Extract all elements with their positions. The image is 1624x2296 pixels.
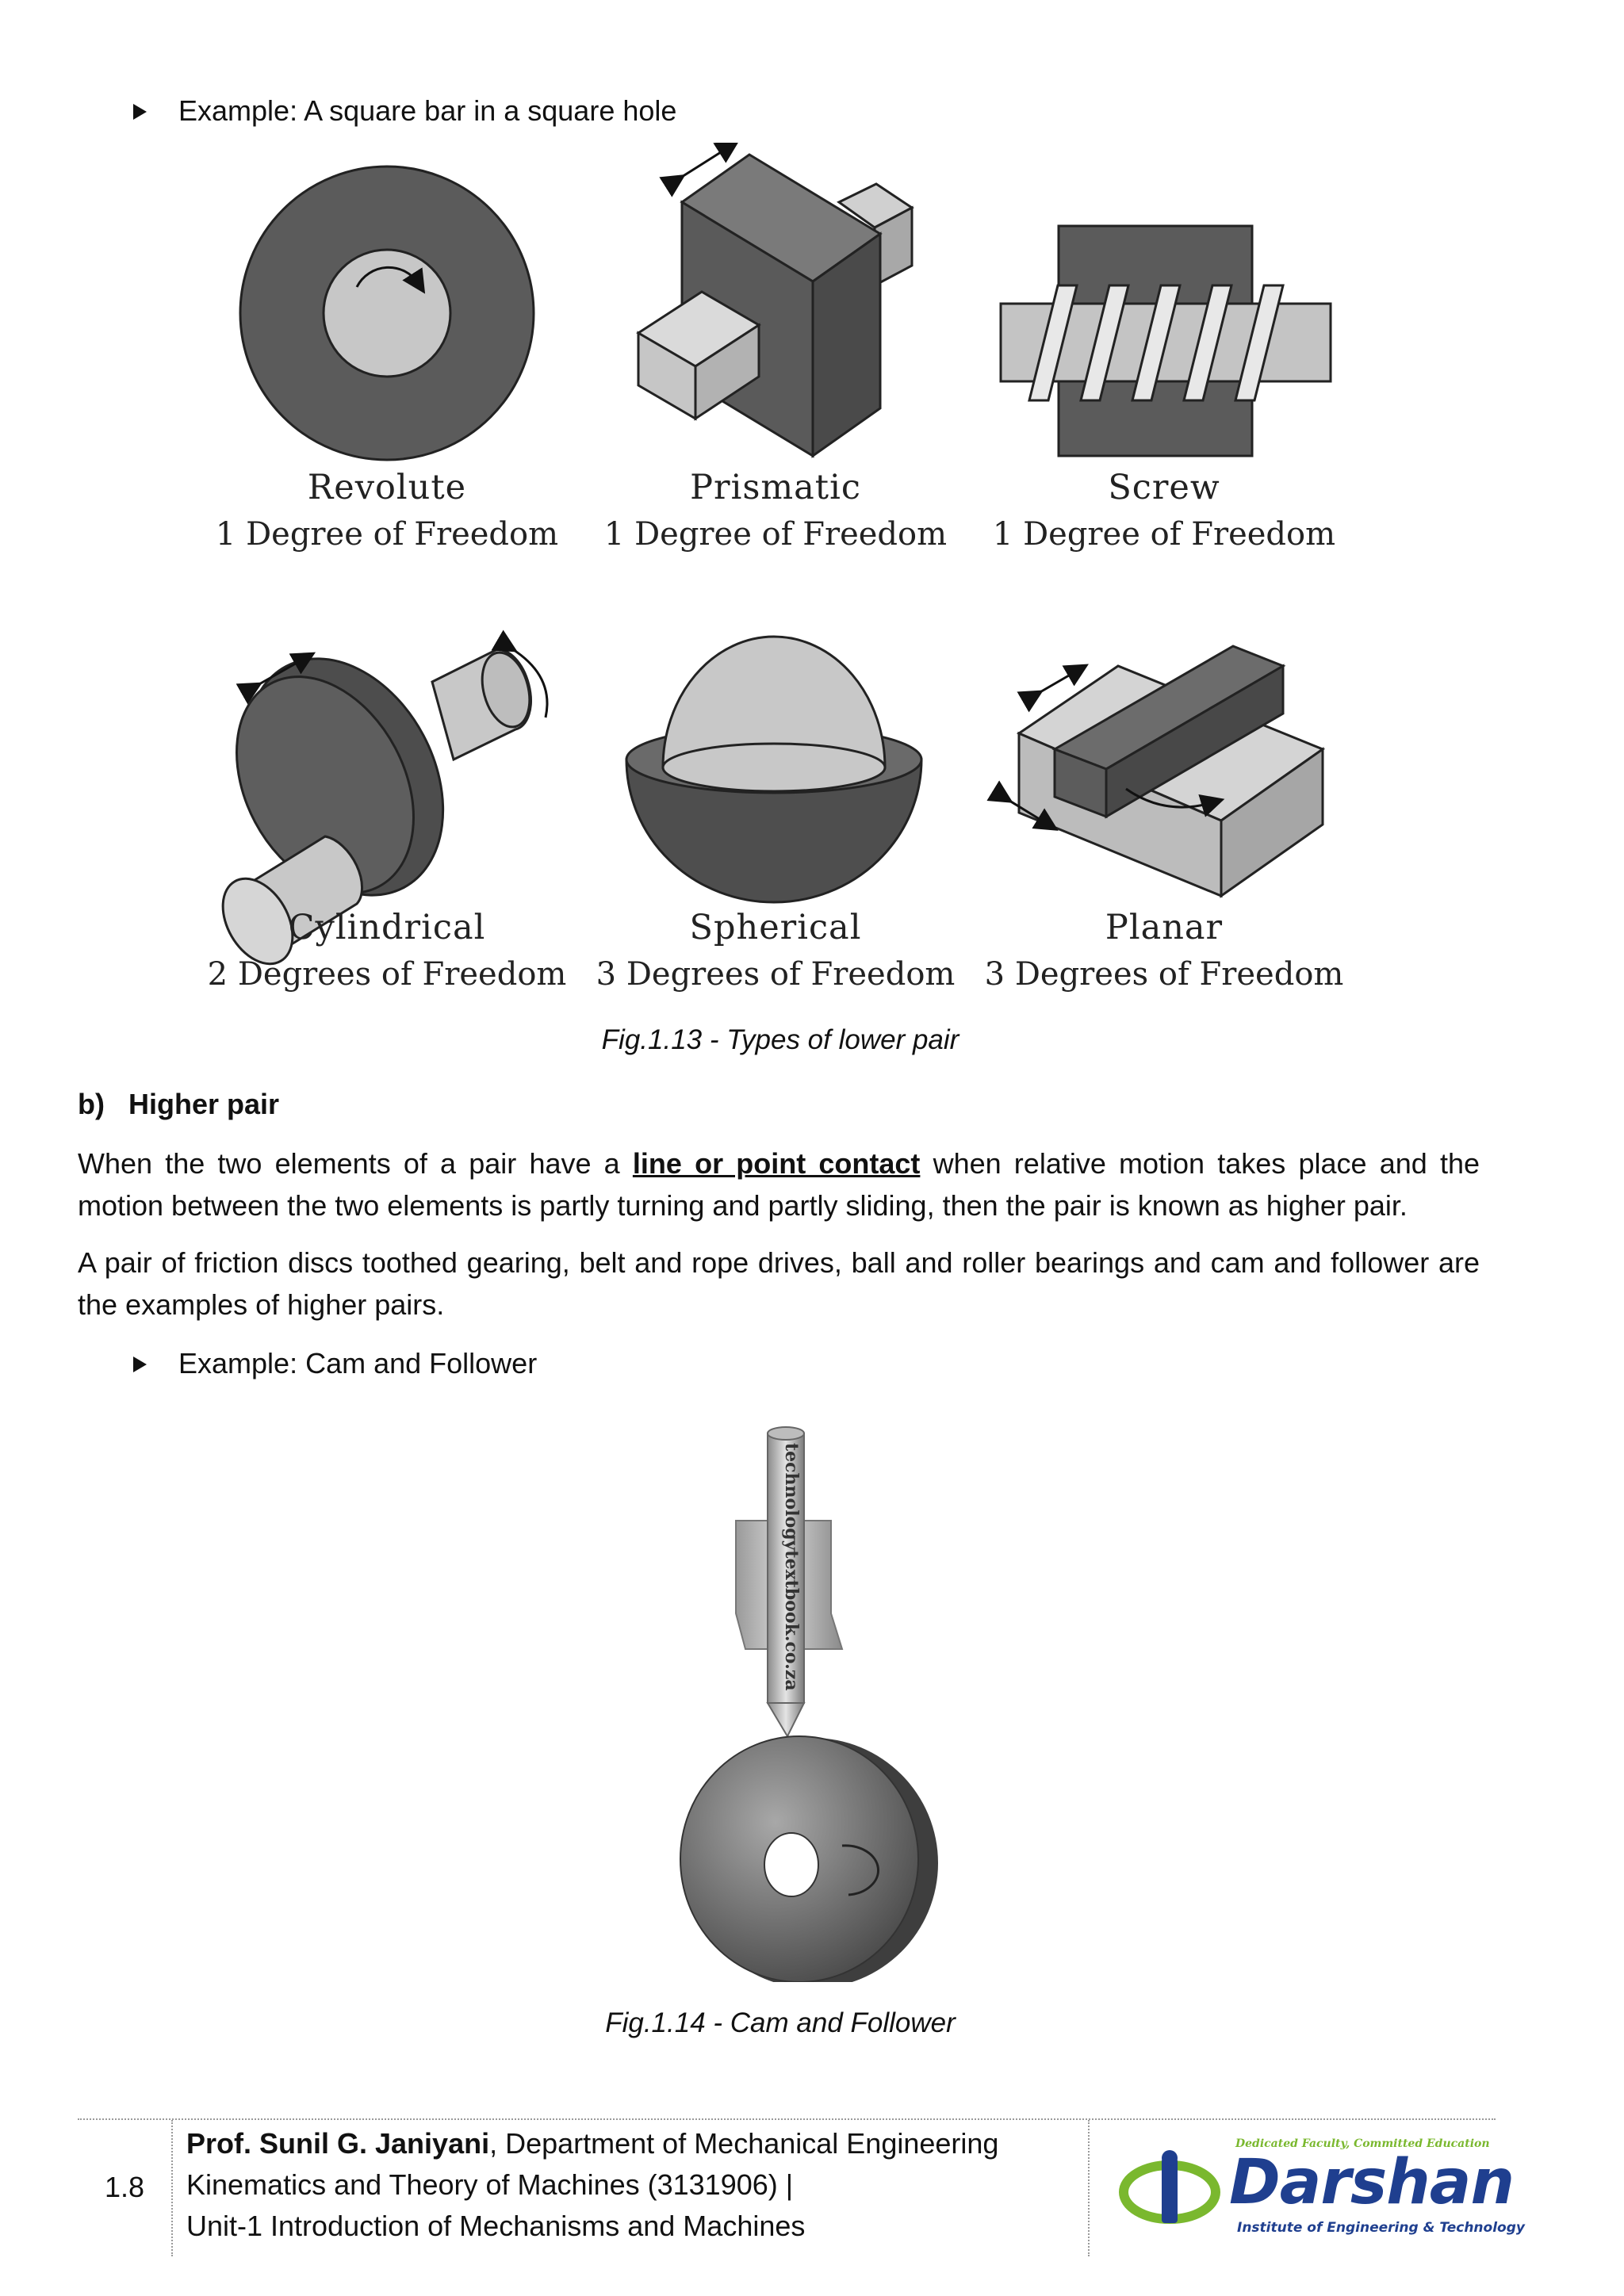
footer-separator-right xyxy=(1088,2120,1090,2256)
planar-dof: 3 Degrees of Freedom xyxy=(984,956,1344,993)
line-or-point-contact-emphasis: line or point contact xyxy=(632,1147,921,1180)
bullet-example-square-bar: Example: A square bar in a square hole xyxy=(133,94,676,128)
cylindrical-label: Cylindrical xyxy=(288,908,486,947)
cylindrical-dof: 2 Degrees of Freedom xyxy=(207,956,567,993)
bullet-triangle-icon xyxy=(133,104,147,120)
spherical-label: Spherical xyxy=(689,908,862,947)
logo-tagline: Dedicated Faculty, Committed Education xyxy=(1235,2137,1490,2150)
logo-name: Darshan xyxy=(1229,2147,1514,2218)
revolute-label: Revolute xyxy=(307,468,467,507)
prismatic-drawing xyxy=(638,147,912,456)
higher-pair-definition: When the two elements of a pair have a line or point contact when relative motion takes place and the motion between the two elements is partly turning and partly sliding, then the pair is known as higher pair. xyxy=(78,1147,1480,1222)
revolute-drawing xyxy=(240,166,534,460)
logo-subtitle: Institute of Engineering & Technology xyxy=(1237,2220,1525,2236)
planar-label: Planar xyxy=(1105,908,1224,947)
fig13-caption: Fig.1.13 - Types of lower pair xyxy=(601,1024,959,1055)
section-heading-higher-pair: b) Higher pair xyxy=(78,1088,280,1120)
spherical-drawing xyxy=(626,637,921,902)
revolute-dof: 1 Degree of Freedom xyxy=(215,516,559,553)
footer-unit: Unit-1 Introduction of Mechanisms and Machines xyxy=(186,2210,806,2242)
planar-drawing xyxy=(1003,646,1323,896)
cam-follower-figure xyxy=(658,1411,975,1982)
prismatic-dof: 1 Degree of Freedom xyxy=(603,516,948,553)
footer-author: Prof. Sunil G. Janiyani xyxy=(186,2127,490,2160)
screw-drawing xyxy=(1001,226,1331,456)
darshan-logo xyxy=(1118,2133,1525,2244)
fig14-caption: Fig.1.14 - Cam and Follower xyxy=(605,2007,956,2038)
screw-label: Screw xyxy=(1108,468,1220,507)
higher-pair-examples: A pair of friction discs toothed gearing, belt and rope drives, ball and roller bearings and cam and follower are the examples of higher pairs. xyxy=(78,1246,1480,1321)
darshan-emblem-icon xyxy=(1118,2149,1221,2228)
screw-dof: 1 Degree of Freedom xyxy=(992,516,1336,553)
page-number: 1.8 xyxy=(104,2171,145,2203)
bullet-example-cam-follower: Example: Cam and Follower xyxy=(133,1346,537,1381)
footer-course: Kinematics and Theory of Machines (3131906) | xyxy=(186,2168,794,2201)
bullet-triangle-icon xyxy=(133,1357,147,1372)
spherical-dof: 3 Degrees of Freedom xyxy=(596,956,956,993)
footer-text xyxy=(186,2123,1074,2247)
follower-watermark: technologytextbook.co.za xyxy=(781,1443,802,1691)
footer-separator-left xyxy=(171,2120,173,2256)
prismatic-label: Prismatic xyxy=(690,468,861,507)
footer-divider xyxy=(78,2118,1496,2120)
footer-author-line: Prof. Sunil G. Janiyani, Department of Mechanical Engineering xyxy=(186,2127,999,2160)
